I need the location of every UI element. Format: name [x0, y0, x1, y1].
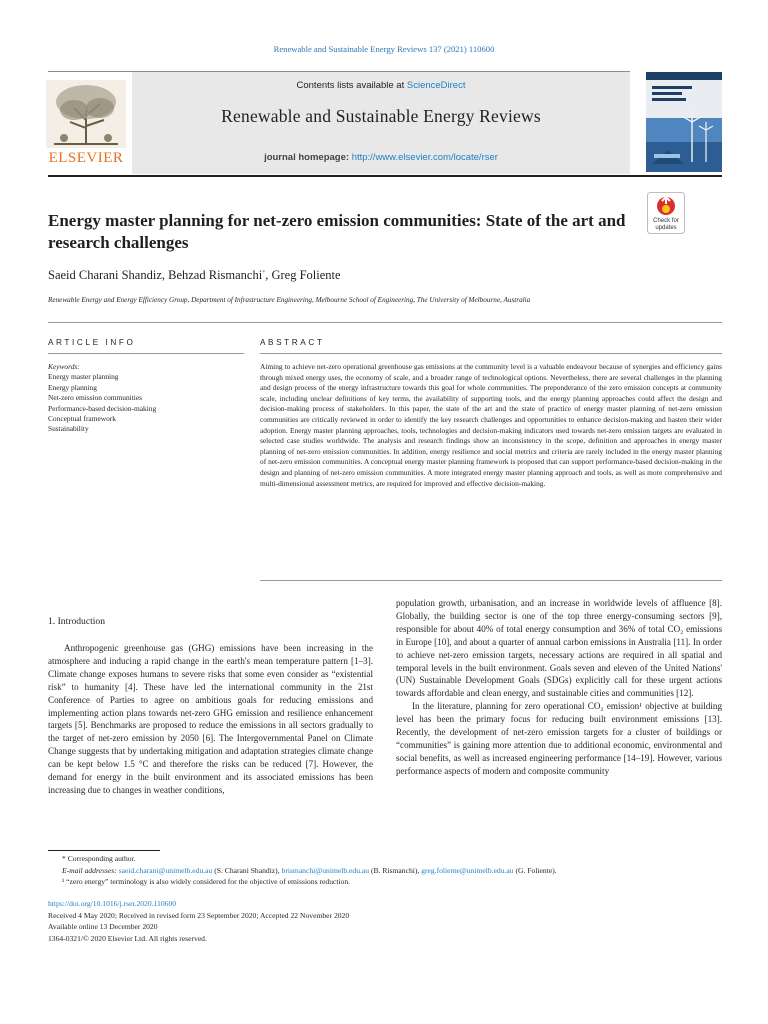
author-name[interactable]: Greg Foliente [271, 268, 341, 282]
intro-paragraph-1-continued: population growth, urbanisation, and an increase in worldwide levels of affluence [8]. Globally, the building sector is one of the top three energy-consuming sectors [9], responsible for about 40% of total energy consumption and 36% of total CO₂ emissions in Europe [10], and about a quarter of annual carbon emissions in Australia [11]. In order to achieve net-zero emission targets, necessary actions are required in all spatial and temporal levels in the built environment. Goals seven and eleven of the United Nations' (UN) Sustainable Development Goals (SDGs) explicitly call for these urgent actions towards affordable and clean energy, and sustainable cities and communities [12]. [396, 598, 722, 699]
homepage-link[interactable]: http://www.elsevier.com/locate/rser [351, 152, 498, 163]
email-list [119, 866, 557, 875]
body-column-left [48, 642, 373, 797]
author-separator: , [265, 268, 272, 282]
footnote-1: ¹ “zero energy” terminology is also widely considered for the objective of emissions reduction. [62, 877, 351, 887]
keyword-item: Sustainability [48, 424, 89, 434]
online-line: Available online 13 December 2020 [48, 922, 158, 932]
keyword-item: Energy master planning [48, 372, 119, 382]
article-info-rule [48, 353, 244, 354]
elsevier-tree-icon [46, 80, 126, 148]
author-name[interactable]: Behzad Rismanchi [168, 268, 263, 282]
sciencedirect-link[interactable]: ScienceDirect [406, 80, 466, 91]
info-divider [48, 322, 722, 323]
journal-cover-thumbnail[interactable] [646, 72, 722, 172]
keyword-item: Energy planning [48, 382, 97, 392]
doi-link[interactable]: https://doi.org/10.1016/j.rser.2020.110600 [48, 899, 177, 908]
journal-cover-image [646, 72, 722, 172]
header-divider [48, 175, 722, 177]
abstract-rule [260, 353, 722, 354]
intro-paragraph-2: In the literature, planning for zero operational CO₂ emission¹ objective at building level has been the primary focus for reducing built environment emissions [13]. Recently, the development of net-zero emission targets for a cluster of buildings or “communities” is gaining more attention due to additional economic, environmental and social benefits, as well as increased engineering performance [14–19]. However, various performance aspects of modern and composite community [396, 701, 722, 776]
intro-paragraph-1: Anthropogenic greenhouse gas (GHG) emissions have been increasing in the atmosphere and inducing a rapid change in the earth's mean temperature pattern [1–3]. Climate change exposes humans to severe risks that some even consider as “existential risk” to humanity [4]. These have led the international community in the 21st Conference of Parties to agree on ambitious goals for reducing emissions and implementing action plans towards net-zero GHG emission and resilience enhancement targets [5]. Benchmarks are proposed to reduce the emissions in all sectors gradually to the target of net-zero emission by 2050 [6]. The Intergovernmental Panel on Climate Change suggests that by undertaking mitigation and adaptation strategies climate change can be kept below 1.5 °C and therefore the risks can be reduced [7]. However, the demand for energy in the built environment and its associated emissions has been increasing due to changes in weather conditions, [48, 643, 373, 795]
keywords-block [48, 362, 244, 435]
email-link[interactable]: greg.foliente@unimelb.edu.au [421, 865, 514, 875]
footnotes [48, 853, 728, 888]
keywords-list [48, 372, 244, 434]
copyright-line: 1364-0321/© 2020 Elsevier Ltd. All rights reserved. [48, 933, 207, 943]
contents-prefix: Contents lists available at [296, 80, 407, 91]
journal-citation[interactable]: Renewable and Sustainable Energy Reviews 137 (2021) 110600 [273, 44, 495, 54]
email-addresses [48, 865, 728, 877]
email-owner: (B. Rismanchi), [369, 865, 422, 875]
email-owner: (G. Foliente). [513, 865, 557, 875]
check-updates-label: Check for updates [653, 218, 679, 231]
homepage-label: journal homepage: [264, 152, 352, 163]
email-link[interactable]: brismanchi@unimelb.edu.au [281, 865, 370, 875]
email-label: E-mail addresses: [62, 865, 119, 875]
section-heading: 1. Introduction [48, 616, 106, 627]
author-name[interactable]: Saeid Charani Shandiz [48, 268, 162, 282]
keyword-item: Net-zero emission communities [48, 393, 143, 403]
history-line: Received 4 May 2020; Received in revised form 23 September 2020; Accepted 22 November 2020 [48, 910, 350, 920]
author-list [48, 268, 688, 283]
publication-info [48, 898, 728, 944]
email-link[interactable]: saeid.charani@unimelb.edu.au [118, 865, 213, 875]
author-separator: , [161, 268, 169, 282]
contents-line [132, 80, 630, 91]
elsevier-logo [46, 80, 126, 170]
elsevier-wordmark: ELSEVIER [48, 150, 124, 166]
email-owner: (S. Charani Shandiz), [212, 865, 282, 875]
body-column-right [396, 597, 722, 778]
check-for-updates-badge[interactable] [647, 192, 685, 234]
keywords-label: Keywords: [48, 362, 80, 371]
corresponding-author-mark[interactable]: * [262, 269, 266, 276]
article-title: Energy master planning for net-zero emission communities: State of the art and research challenges [48, 211, 626, 252]
article-info-heading: ARTICLE INFO [48, 338, 136, 347]
abstract-heading: ABSTRACT [260, 338, 325, 347]
footnote-rule [48, 850, 160, 851]
homepage-line [132, 152, 630, 163]
abstract-text: Aiming to achieve net-zero operational greenhouse gas emissions at the community level is a valuable endeavour because of synergies and efficiency gains through mixed energy uses, the economy of scale, and a broader range of technological options. Nevertheless, there are several challenges in the planning and design process of the energy infrastructure towards this goal for whole communities. The preponderance of the zero emission concepts at community scale, including unclear definitions of key terms, the availability of supporting tools, and the energy planning approaches could affect the design and decision-making process of stakeholders. In this paper, the state of the art and the state of practice of energy master planning of net-zero emission communities are critically reviewed in order to identify the key research challenges and opportunities to enhance decision-making and hasten their wider adoption. Energy master planning approaches, tools, technologies and decision-making indicators used towards net-zero emission targets are evaluated in selected case studies worldwide. The analysis and research findings show an inconsistency in the scope, definition and approaches in energy master planning of net-zero emission communities. In addition, energy resilience and social metrics and criteria are rarely included in the energy master planning of net-zero emission communities. A conceptual energy master planning framework is proposed that can support performance-based decision-making in the design and planning of net-zero emission communities. A more integrated energy master planning approach and tools, as well as more comprehensive and multi-dimensional assessment metrics, are required for improved and effective decision-making. [260, 362, 722, 488]
abstract-end-rule [260, 580, 722, 581]
affiliation: Renewable Energy and Energy Efficiency Group, Department of Infrastructure Engineering, Melbourne School of Engineering, The University of Melbourne, Australia [48, 296, 531, 304]
journal-title: Renewable and Sustainable Energy Reviews [221, 106, 541, 126]
corresponding-author-note: * Corresponding author. [62, 854, 136, 863]
keyword-item: Performance-based decision-making [48, 403, 157, 413]
keyword-item: Conceptual framework [48, 414, 116, 424]
